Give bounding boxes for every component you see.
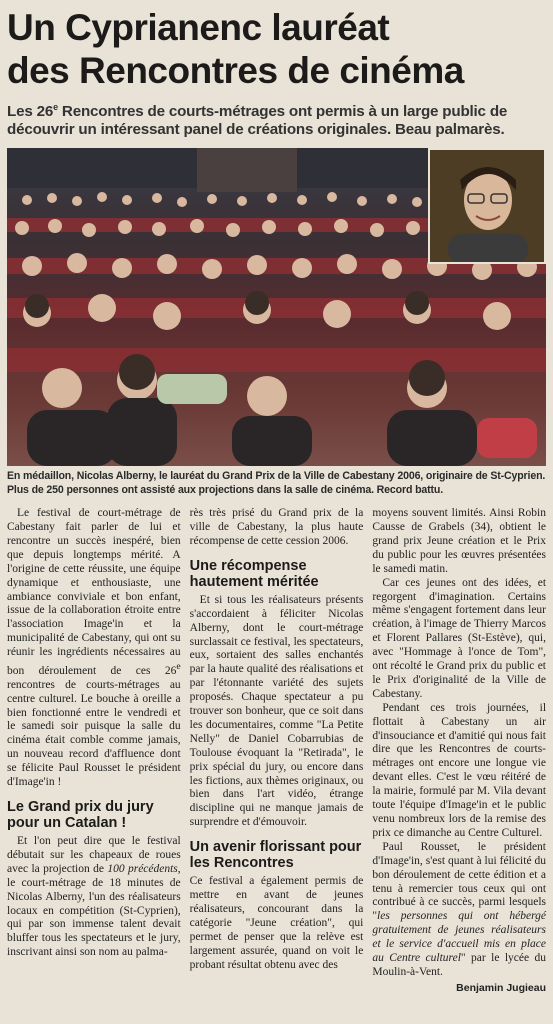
- paragraph: Et si tous les réalisateurs présents s'accordaient à féliciter Nicolas Alberny, dont le court-métrage surclassait ce festival, les spectateurs, eux, sortaient des salles enchantés par la haute qualité des réalisations et par l'étonnante variété des sujets proposés. Chaque spectateur a pu trouver son bonheur, que ce soit dans les documentaires, comme "La Petite Nelly" de Daniel Cobarrubias de Toulouse évoquant la "Retirada", le prix spécial du jury, ou encore dans les fictions, aux thèmes originaux, ou bien dans l'art vidéo, étrange discipline qui ne manque jamais de surprendre et d'émouvoir.: [189, 593, 364, 829]
- paragraph-text: rencontres de courts-métrages au centre culturel. Le bouche à oreille a bien fonctionné entre le vendredi et le samedi soir puisque la salle du cinéma était comble comme jamais, un nouveau record d'affluence dont se félicite Paul Rousset le président d'Image'in !: [7, 678, 181, 789]
- paragraph-text: Et l'on peut dire que le festival débutait sur les chapeaux de roues avec la projection de: [7, 835, 181, 875]
- column-2: [190, 507, 364, 996]
- paragraph-text: Paul Rousset, le président d'Image'in, s'est quant à lui félicité du bon déroulement de cette édition et a tenu à remercier tous ceux qui ont contribué à ce succès, parmi lesquels ": [372, 840, 547, 923]
- paragraph: [7, 835, 181, 960]
- paragraph: Pendant ces trois journées, il flottait à Cabestany un air d'insouciance et d'amitié qui nous fait dire que les Rencontres de courts-métrages ont encore une longue vie devant elles. C'est le vœu réitéré de la mairie, formulé par M. Vila devant toute l'équipe d'Image'in et le public venu nombreux lors de la remise des prix ce dimanche au Centre Culturel.: [372, 701, 547, 839]
- paragraph-text: , le court-métrage de 18 minutes de Nicolas Alberny, l'un des réalisateurs locaux en compétition (St-Cyprien), qui par son immense talent devait bluffer tous les spectateurs et le jury, inscrivant ainsi son nom au palma-: [7, 862, 181, 959]
- headline-line-2: des Rencontres de cinéma: [7, 50, 464, 91]
- subheading: Le Grand prix du jury pour un Catalan !: [7, 799, 154, 832]
- author-byline: Benjamin Jugieau: [456, 981, 547, 994]
- quoted-text: les personnes qui ont hébergé gratuitement de jeunes réalisateurs et le service d'accueil mis en place au Centre culturel: [372, 910, 547, 965]
- lead-text-end: Rencontres de courts-métrages ont permis à un large public de découvrir un intéressant panel de créations originales. Beau palmarès.: [7, 103, 508, 139]
- lead-text-start: Les 26: [7, 103, 54, 121]
- paragraph-text: Le festival de court-métrage de Cabestany fait parler de lui et rencontre un succès inespéré, bien que depuis longtemps mérité. A l'origine de cette réussite, une équipe dynamique et enthousiaste, une ambiance conviviale et bon enfant, issue de la collaboration étroite entre l'association Image'in et la municipalité de Cabestany, qui ont su réunir les ingrédients nécessaires au bon déroulement de ces 26: [7, 507, 181, 677]
- photo-caption: En médaillon, Nicolas Alberny, le lauréat du Grand Prix de la Ville de Cabestany 2006, originaire de St-Cyprien. Plus de 250 personnes ont assisté aux projections dans la salle de cinéma. Record battu.: [7, 470, 546, 496]
- paragraph: rès très prisé du Grand prix de la ville de Cabestany, la plus haute récompense de cette cession 2006.: [189, 507, 364, 547]
- lead-paragraph: [7, 98, 546, 139]
- portrait-illustration: [430, 150, 544, 262]
- column-1: [7, 507, 181, 996]
- subheading: Une récompense hautement méritée: [189, 557, 319, 590]
- inset-portrait: [428, 148, 546, 264]
- subheading: Un avenir florissant pour les Rencontres: [189, 839, 362, 872]
- article-body: [7, 507, 546, 996]
- headline-line-1: Un Cyprianenc lauréat: [7, 7, 390, 48]
- ordinal-suffix: e: [176, 661, 181, 673]
- film-title: 100 précédents: [107, 862, 178, 875]
- paragraph: Ce festival a également permis de mettre en avant de jeunes réalisateurs, concourant dans la catégorie "Jeune création", qui permet de penser que la relève est largement assurée, quand on voit le probant résultat obtenu avec des: [189, 875, 364, 971]
- headline: [7, 6, 546, 92]
- paragraph-text: " par le lycée du Moulin-à-Vent.: [372, 952, 547, 978]
- paragraph: [372, 841, 546, 980]
- paragraph: moyens souvent limités. Ainsi Robin Causse de Grabels (34), obtient le grand prix Jeune création et le Prix du public pour les œuvres présentées le samedi matin.: [372, 507, 547, 575]
- lead-ordinal-suffix: e: [53, 102, 58, 112]
- cinema-audience-photo: [7, 148, 546, 466]
- column-3: [372, 507, 546, 996]
- paragraph: [7, 507, 181, 790]
- paragraph: Car ces jeunes ont des idées, et regorgent d'imagination. Certains même s'engagent fortement dans leur création, à l'image de Thierry Marcos et Florent Pallares (St-Estève), qui, avec "Hommage à l'once de Tom", ont récolté le Grand prix du public et le Prix d'originalité de la Ville de Cabestany.: [372, 576, 547, 700]
